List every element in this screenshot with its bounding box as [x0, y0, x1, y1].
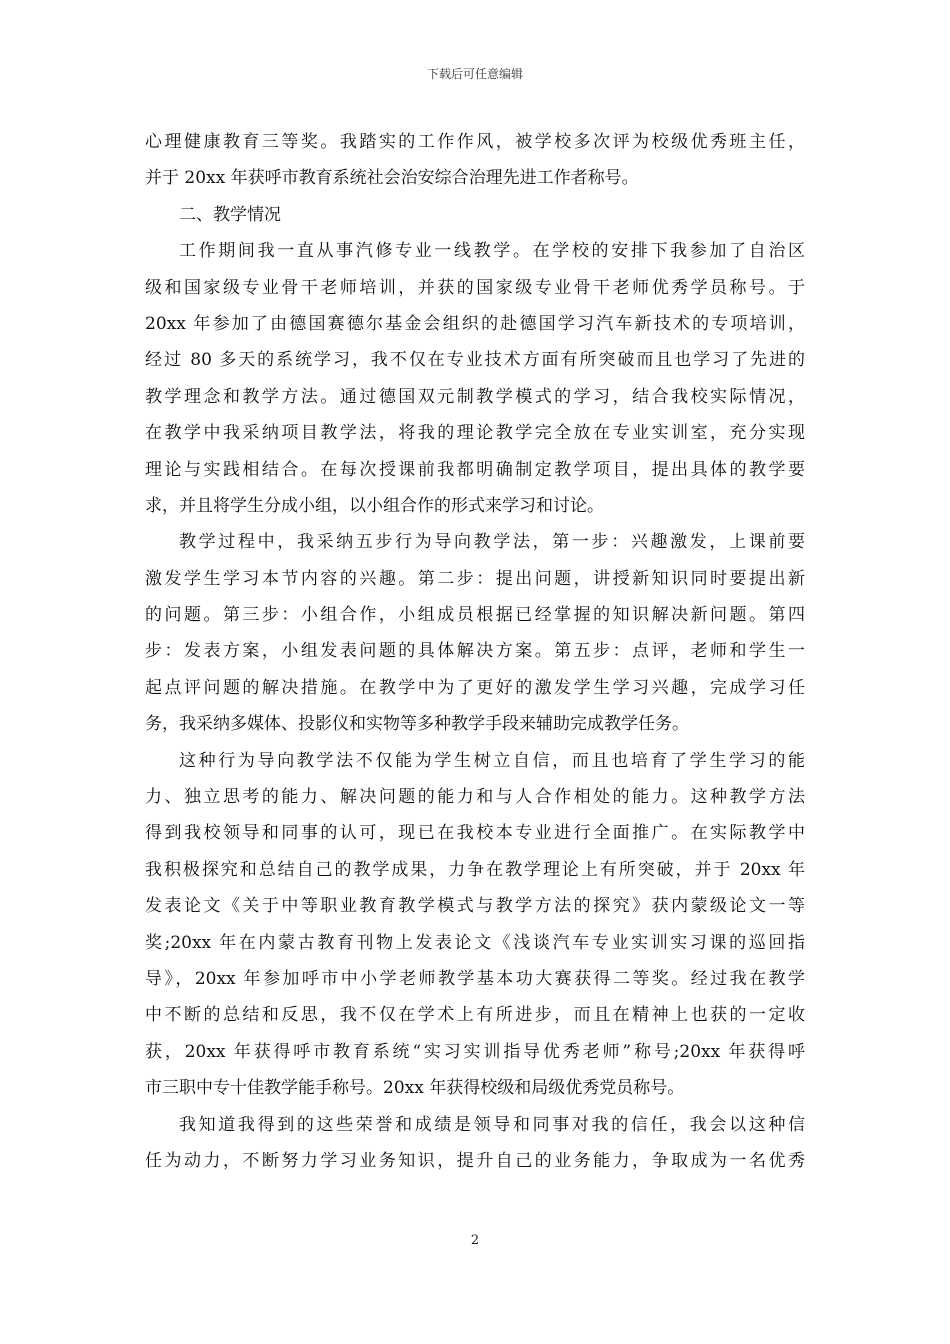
text-line: 并于 20xx 年获呼市教育系统社会治安综合治理先进工作者称号。 — [145, 168, 639, 189]
paragraph-first-line: 教学过程中，我采纳五步行为导向教学法，第一步：兴趣激发，上课前要 — [179, 532, 805, 553]
text-line: 得到我校领导和同事的认可，现已在我校本专业进行全面推广。在实际教学中 — [145, 823, 805, 844]
page-header: 下载后可任意编辑 — [426, 67, 523, 81]
text-line: 起点评问题的解决措施。在教学中为了更好的激发学生学习兴趣，完成学习任 — [145, 677, 805, 698]
text-line: 级和国家级专业骨干老师培训，并获的国家级专业骨干老师优秀学员称号。于 — [145, 277, 805, 298]
document-body — [145, 124, 805, 1179]
text-line: 在教学中我采纳项目教学法，将我的理论教学完全放在专业实训室，充分实现 — [145, 423, 805, 444]
paragraph-first-line: 工作期间我一直从事汽修专业一线教学。在学校的安排下我参加了自治区 — [179, 241, 805, 262]
paragraph-first-line: 我知道我得到的这些荣誉和成绩是领导和同事对我的信任，我会以这种信 — [179, 1114, 805, 1135]
text-line: 激发学生学习本节内容的兴趣。第二步：提出问题，讲授新知识同时要提出新 — [145, 568, 805, 589]
text-line: 的问题。第三步：小组合作，小组成员根据已经掌握的知识解决新问题。第四 — [145, 605, 805, 626]
text-line: 导》，20xx 年参加呼市中小学老师教学基本功大赛获得二等奖。经过我在教学 — [145, 968, 805, 989]
text-line: 理论与实践相结合。在每次授课前我都明确制定教学项目，提出具体的教学要 — [145, 459, 805, 480]
text-line: 市三职中专十佳教学能手称号。20xx 年获得校级和局级优秀党员称号。 — [145, 1078, 685, 1099]
text-line: 经过 80 多天的系统学习，我不仅在专业技术方面有所突破而且也学习了先进的 — [145, 350, 805, 371]
text-line: 中不断的总结和反思，我不仅在学术上有所进步，而且在精神上也获的一定收 — [145, 1005, 805, 1026]
text-line: 务，我采纳多媒体、投影仪和实物等多种教学手段来辅助完成教学任务。 — [145, 714, 689, 735]
section-heading: 二、教学情况 — [179, 204, 281, 225]
text-line: 教学理念和教学方法。通过德国双元制教学模式的学习，结合我校实际情况， — [145, 386, 805, 407]
paragraph-first-line: 这种行为导向教学法不仅能为学生树立自信，而且也培育了学生学习的能 — [179, 750, 805, 771]
text-line: 我积极探究和总结自己的教学成果，力争在教学理论上有所突破，并于 20xx 年 — [145, 859, 805, 880]
text-line: 心理健康教育三等奖。我踏实的工作作风，被学校多次评为校级优秀班主任， — [145, 132, 805, 152]
text-line: 20xx 年参加了由德国赛德尔基金会组织的赴德国学习汽车新技术的专项培训， — [145, 313, 805, 334]
page-number: 2 — [470, 1233, 480, 1248]
text-line: 步：发表方案，小组发表问题的具体解决方案。第五步：点评，老师和学生一 — [145, 641, 805, 662]
text-line: 获，20xx 年获得呼市教育系统“实习实训指导优秀老师”称号;20xx 年获得呼 — [145, 1041, 805, 1062]
text-line: 力、独立思考的能力、解决问题的能力和与人合作相处的能力。这种教学方法 — [145, 787, 805, 808]
text-line: 发表论文《关于中等职业教育教学模式与教学方法的探究》获内蒙级论文一等 — [145, 896, 805, 917]
text-line: 求，并且将学生分成小组，以小组合作的形式来学习和讨论。 — [145, 495, 604, 516]
text-line: 任为动力，不断努力学习业务知识，提升自己的业务能力，争取成为一名优秀 — [145, 1150, 805, 1171]
text-line: 奖;20xx 年在内蒙古教育刊物上发表论文《浅谈汽车专业实训实习课的巡回指 — [145, 932, 805, 953]
